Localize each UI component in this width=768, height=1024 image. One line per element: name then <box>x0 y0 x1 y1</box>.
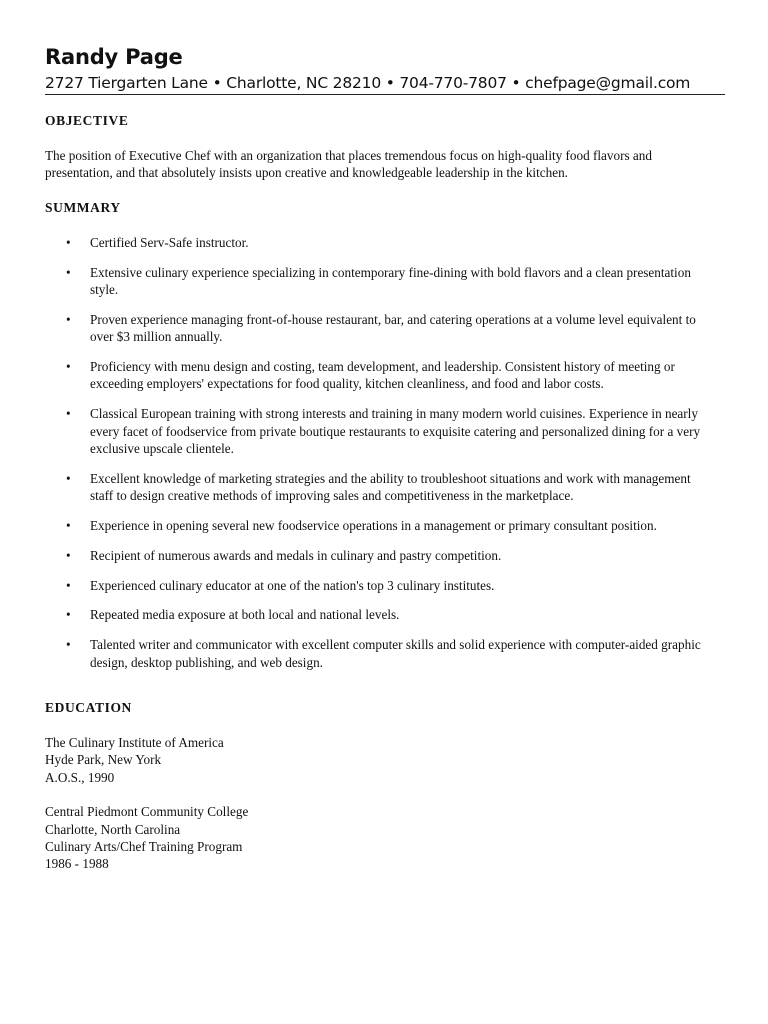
summary-item-text: Proven experience managing front-of-house restaurant, bar, and catering operations at a volume level equivalent to over $3 million annually. <box>90 311 696 345</box>
education-section <box>45 699 717 873</box>
bullet-icon: • <box>66 406 71 422</box>
candidate-name: Randy Page <box>45 45 183 69</box>
summary-item <box>45 577 717 594</box>
program: Culinary Arts/Chef Training Program <box>45 839 243 855</box>
summary-item <box>45 636 717 671</box>
bullet-icon: • <box>66 359 71 375</box>
bullet-icon: • <box>66 311 71 327</box>
summary-item <box>45 405 717 457</box>
summary-item <box>45 547 717 564</box>
objective-section <box>45 112 717 182</box>
summary-item <box>45 517 717 534</box>
education-heading: EDUCATION <box>45 700 132 716</box>
school-name: The Culinary Institute of America <box>45 735 224 751</box>
summary-item <box>45 234 717 251</box>
bullet-icon: • <box>66 577 71 593</box>
summary-item <box>45 358 717 393</box>
summary-item-text: Extensive culinary experience specializing in contemporary fine-dining with bold flavors and a clean presentation style. <box>90 264 691 298</box>
bullet-icon: • <box>66 547 71 563</box>
education-entry <box>45 734 717 786</box>
summary-item <box>45 606 717 623</box>
summary-list <box>45 234 717 671</box>
bullet-icon: • <box>66 470 71 486</box>
summary-item <box>45 264 717 299</box>
summary-item-text: Certified Serv-Safe instructor. <box>90 234 249 250</box>
summary-item-text: Talented writer and communicator with excellent computer skills and solid experience with computer-aided graphic design, desktop publishing, and web design. <box>90 637 701 670</box>
attendance-dates: 1986 - 1988 <box>45 856 109 872</box>
objective-text: The position of Executive Chef with an organization that places tremendous focus on high-quality food flavors and presentation, and that absolutely insists upon creative and knowledgeable leadership in the kitchen. <box>45 148 652 181</box>
education-entry <box>45 803 717 873</box>
summary-item-text: Proficiency with menu design and costing, team development, and leadership. Consistent history of meeting or exceeding employers' expectations for food quality, kitchen cleanliness, and food and labor costs. <box>90 359 675 392</box>
header-divider <box>45 94 725 95</box>
summary-item-text: Recipient of numerous awards and medals in culinary and pastry competition. <box>90 547 502 563</box>
summary-item <box>45 311 717 346</box>
bullet-icon: • <box>66 607 71 623</box>
bullet-icon: • <box>66 264 71 280</box>
summary-heading: SUMMARY <box>45 199 121 215</box>
resume-body <box>45 112 717 873</box>
summary-item-text: Classical European training with strong interests and training in many modern world cuisines. Experience in nearly every facet of foodservice from private boutique restaurants to exquisite catering and personalized dining for a very exclusive upscale clientele. <box>90 406 701 457</box>
school-name: Central Piedmont Community College <box>45 804 249 820</box>
summary-item-text: Experience in opening several new foodservice operations in a management or primary consultant position. <box>90 518 657 534</box>
school-location: Hyde Park, New York <box>45 752 162 768</box>
bullet-icon: • <box>66 518 71 534</box>
summary-item-text: Experienced culinary educator at one of the nation's top 3 culinary institutes. <box>90 577 495 593</box>
objective-heading: OBJECTIVE <box>45 113 129 128</box>
bullet-icon: • <box>66 234 71 250</box>
summary-item <box>45 470 717 505</box>
degree: A.O.S., 1990 <box>45 769 115 785</box>
summary-item-text: Repeated media exposure at both local and national levels. <box>90 607 400 623</box>
summary-item-text: Excellent knowledge of marketing strategies and the ability to troubleshoot situations and work with management staff to design creative methods of improving sales and competitiveness in the marketplace. <box>90 470 691 504</box>
bullet-icon: • <box>66 637 71 653</box>
school-location: Charlotte, North Carolina <box>45 821 181 837</box>
contact-line: 2727 Tiergarten Lane • Charlotte, NC 28210 • 704-770-7807 • chefpage@gmail.com <box>45 74 691 92</box>
summary-section <box>45 199 717 671</box>
